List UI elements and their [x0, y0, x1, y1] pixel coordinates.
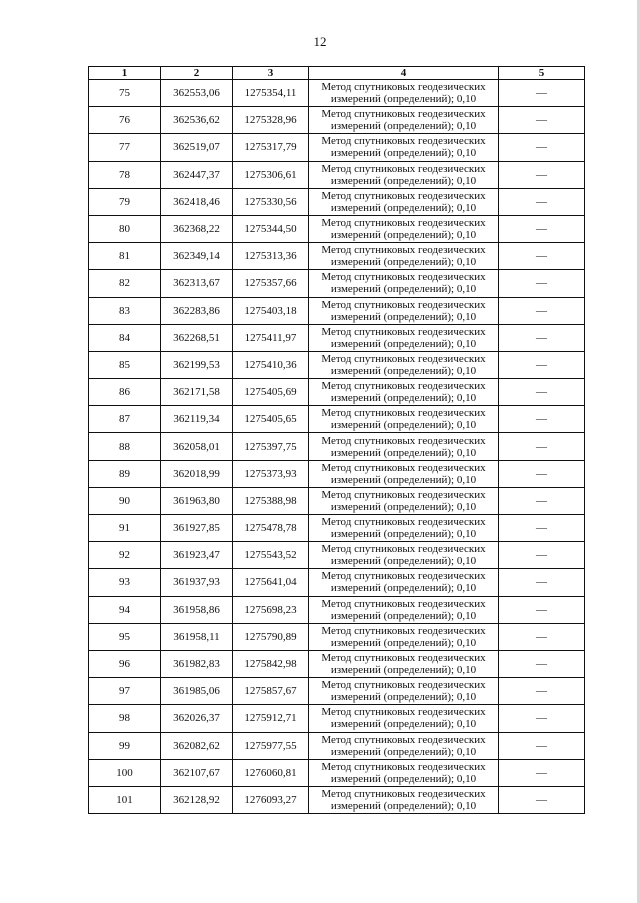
description-cell: —: [499, 460, 585, 487]
point-number-cell: 85: [89, 351, 161, 378]
method-line-2: измерений (определений); 0,10: [330, 555, 477, 568]
method-line-2: измерений (определений); 0,10: [330, 229, 477, 242]
method-line-2: измерений (определений); 0,10: [330, 201, 477, 214]
point-number-cell: 97: [89, 678, 161, 705]
description-cell: —: [499, 134, 585, 161]
method-line-1: Метод спутниковых геодезических: [321, 516, 486, 529]
method-cell: [309, 433, 499, 460]
method-line-1: Метод спутниковых геодезических: [321, 624, 486, 637]
description-cell: —: [499, 542, 585, 569]
method-cell: [309, 678, 499, 705]
method-line-1: Метод спутниковых геодезических: [321, 787, 486, 800]
x-coordinate-cell: 361985,06: [161, 678, 233, 705]
method-line-2: измерений (определений); 0,10: [330, 283, 477, 296]
y-coordinate-cell: 1275790,89: [233, 623, 309, 650]
y-coordinate-cell: 1275403,18: [233, 297, 309, 324]
table-row: [89, 569, 585, 596]
description-cell: —: [499, 596, 585, 623]
y-coordinate-cell: 1275857,67: [233, 678, 309, 705]
table-row: [89, 351, 585, 378]
table-row: [89, 406, 585, 433]
y-coordinate-cell: 1276093,27: [233, 786, 309, 813]
table-row: [89, 107, 585, 134]
description-cell: —: [499, 705, 585, 732]
y-coordinate-cell: 1275698,23: [233, 596, 309, 623]
method-line-1: Метод спутниковых геодезических: [321, 135, 486, 148]
method-line-2: измерений (определений); 0,10: [330, 147, 477, 160]
x-coordinate-cell: 362058,01: [161, 433, 233, 460]
description-cell: —: [499, 650, 585, 677]
method-line-2: измерений (определений); 0,10: [330, 446, 477, 459]
method-line-1: Метод спутниковых геодезических: [321, 352, 486, 365]
y-coordinate-cell: 1275397,75: [233, 433, 309, 460]
x-coordinate-cell: 362026,37: [161, 705, 233, 732]
method-line-1: Метод спутниковых геодезических: [321, 380, 486, 393]
method-line-2: измерений (определений); 0,10: [330, 772, 477, 785]
description-cell: —: [499, 161, 585, 188]
table-row: [89, 324, 585, 351]
x-coordinate-cell: 361982,83: [161, 650, 233, 677]
y-coordinate-cell: 1276060,81: [233, 759, 309, 786]
method-line-2: измерений (определений); 0,10: [330, 256, 477, 269]
column-header: 5: [499, 67, 585, 80]
method-line-2: измерений (определений); 0,10: [330, 337, 477, 350]
table-row: [89, 243, 585, 270]
y-coordinate-cell: 1275344,50: [233, 215, 309, 242]
table-row: [89, 433, 585, 460]
table-row: [89, 134, 585, 161]
method-line-2: измерений (определений); 0,10: [330, 718, 477, 731]
table-row: [89, 487, 585, 514]
method-line-1: Метод спутниковых геодезических: [321, 298, 486, 311]
table-row: [89, 786, 585, 813]
x-coordinate-cell: 362553,06: [161, 80, 233, 107]
method-cell: [309, 786, 499, 813]
y-coordinate-cell: 1275405,69: [233, 379, 309, 406]
method-line-1: Метод спутниковых геодезических: [321, 461, 486, 474]
description-cell: —: [499, 351, 585, 378]
x-coordinate-cell: 361937,93: [161, 569, 233, 596]
method-line-2: измерений (определений); 0,10: [330, 120, 477, 133]
method-line-1: Метод спутниковых геодезических: [321, 81, 486, 94]
x-coordinate-cell: 362519,07: [161, 134, 233, 161]
point-number-cell: 93: [89, 569, 161, 596]
point-number-cell: 99: [89, 732, 161, 759]
table-row: [89, 678, 585, 705]
description-cell: —: [499, 732, 585, 759]
x-coordinate-cell: 362018,99: [161, 460, 233, 487]
y-coordinate-cell: 1275328,96: [233, 107, 309, 134]
method-line-2: измерений (определений); 0,10: [330, 799, 477, 812]
coordinates-table: [88, 66, 585, 814]
method-line-2: измерений (определений); 0,10: [330, 392, 477, 405]
x-coordinate-cell: 362313,67: [161, 270, 233, 297]
method-cell: [309, 487, 499, 514]
method-cell: [309, 460, 499, 487]
method-cell: [309, 542, 499, 569]
x-coordinate-cell: 361923,47: [161, 542, 233, 569]
point-number-cell: 77: [89, 134, 161, 161]
method-line-2: измерений (определений); 0,10: [330, 691, 477, 704]
point-number-cell: 98: [89, 705, 161, 732]
y-coordinate-cell: 1275388,98: [233, 487, 309, 514]
point-number-cell: 82: [89, 270, 161, 297]
method-cell: [309, 379, 499, 406]
column-header: 2: [161, 67, 233, 80]
method-line-2: измерений (определений); 0,10: [330, 174, 477, 187]
method-line-2: измерений (определений); 0,10: [330, 664, 477, 677]
method-cell: [309, 351, 499, 378]
table-row: [89, 650, 585, 677]
x-coordinate-cell: 361958,86: [161, 596, 233, 623]
y-coordinate-cell: 1275411,97: [233, 324, 309, 351]
method-cell: [309, 297, 499, 324]
point-number-cell: 80: [89, 215, 161, 242]
x-coordinate-cell: 362107,67: [161, 759, 233, 786]
y-coordinate-cell: 1275842,98: [233, 650, 309, 677]
x-coordinate-cell: 362418,46: [161, 188, 233, 215]
method-line-1: Метод спутниковых геодезических: [321, 325, 486, 338]
method-line-1: Метод спутниковых геодезических: [321, 407, 486, 420]
point-number-cell: 89: [89, 460, 161, 487]
x-coordinate-cell: 362128,92: [161, 786, 233, 813]
method-line-1: Метод спутниковых геодезических: [321, 652, 486, 665]
table-row: [89, 270, 585, 297]
table-header-row: [89, 67, 585, 80]
description-cell: —: [499, 786, 585, 813]
y-coordinate-cell: 1275313,36: [233, 243, 309, 270]
method-cell: [309, 188, 499, 215]
description-cell: —: [499, 487, 585, 514]
table-row: [89, 161, 585, 188]
column-header: 3: [233, 67, 309, 80]
description-cell: —: [499, 433, 585, 460]
description-cell: —: [499, 623, 585, 650]
x-coordinate-cell: 362368,22: [161, 215, 233, 242]
method-line-2: измерений (определений); 0,10: [330, 93, 477, 106]
method-cell: [309, 650, 499, 677]
point-number-cell: 76: [89, 107, 161, 134]
x-coordinate-cell: 361958,11: [161, 623, 233, 650]
y-coordinate-cell: 1275354,11: [233, 80, 309, 107]
point-number-cell: 95: [89, 623, 161, 650]
table-row: [89, 460, 585, 487]
point-number-cell: 94: [89, 596, 161, 623]
description-cell: —: [499, 243, 585, 270]
table-row: [89, 596, 585, 623]
table-row: [89, 542, 585, 569]
method-line-1: Метод спутниковых геодезических: [321, 217, 486, 230]
method-line-1: Метод спутниковых геодезических: [321, 706, 486, 719]
table-row: [89, 732, 585, 759]
y-coordinate-cell: 1275330,56: [233, 188, 309, 215]
table-row: [89, 80, 585, 107]
y-coordinate-cell: 1275410,36: [233, 351, 309, 378]
x-coordinate-cell: 361927,85: [161, 515, 233, 542]
method-line-1: Метод спутниковых геодезических: [321, 543, 486, 556]
description-cell: —: [499, 379, 585, 406]
table-row: [89, 705, 585, 732]
point-number-cell: 81: [89, 243, 161, 270]
description-cell: —: [499, 324, 585, 351]
description-cell: —: [499, 569, 585, 596]
point-number-cell: 91: [89, 515, 161, 542]
y-coordinate-cell: 1275912,71: [233, 705, 309, 732]
method-cell: [309, 270, 499, 297]
table-row: [89, 379, 585, 406]
method-cell: [309, 80, 499, 107]
y-coordinate-cell: 1275977,55: [233, 732, 309, 759]
description-cell: —: [499, 107, 585, 134]
method-line-1: Метод спутниковых геодезических: [321, 597, 486, 610]
method-cell: [309, 243, 499, 270]
method-line-1: Метод спутниковых геодезических: [321, 189, 486, 202]
y-coordinate-cell: 1275405,65: [233, 406, 309, 433]
x-coordinate-cell: 362268,51: [161, 324, 233, 351]
table-row: [89, 188, 585, 215]
description-cell: —: [499, 215, 585, 242]
method-line-1: Метод спутниковых геодезических: [321, 108, 486, 121]
description-cell: —: [499, 297, 585, 324]
description-cell: —: [499, 759, 585, 786]
method-cell: [309, 406, 499, 433]
table-row: [89, 623, 585, 650]
table-row: [89, 215, 585, 242]
method-cell: [309, 215, 499, 242]
description-cell: —: [499, 270, 585, 297]
method-line-2: измерений (определений); 0,10: [330, 500, 477, 513]
method-cell: [309, 107, 499, 134]
method-line-2: измерений (определений); 0,10: [330, 528, 477, 541]
method-cell: [309, 732, 499, 759]
point-number-cell: 88: [89, 433, 161, 460]
table-row: [89, 515, 585, 542]
description-cell: —: [499, 188, 585, 215]
method-line-2: измерений (определений); 0,10: [330, 364, 477, 377]
method-line-1: Метод спутниковых геодезических: [321, 271, 486, 284]
description-cell: —: [499, 515, 585, 542]
method-line-1: Метод спутниковых геодезических: [321, 162, 486, 175]
method-cell: [309, 705, 499, 732]
method-line-2: измерений (определений); 0,10: [330, 419, 477, 432]
column-header: 1: [89, 67, 161, 80]
method-cell: [309, 596, 499, 623]
x-coordinate-cell: 362082,62: [161, 732, 233, 759]
point-number-cell: 92: [89, 542, 161, 569]
method-line-1: Метод спутниковых геодезических: [321, 244, 486, 257]
method-line-2: измерений (определений); 0,10: [330, 745, 477, 758]
method-cell: [309, 569, 499, 596]
x-coordinate-cell: 362199,53: [161, 351, 233, 378]
x-coordinate-cell: 362349,14: [161, 243, 233, 270]
point-number-cell: 84: [89, 324, 161, 351]
method-line-2: измерений (определений); 0,10: [330, 473, 477, 486]
point-number-cell: 101: [89, 786, 161, 813]
y-coordinate-cell: 1275478,78: [233, 515, 309, 542]
description-cell: —: [499, 406, 585, 433]
y-coordinate-cell: 1275641,04: [233, 569, 309, 596]
x-coordinate-cell: 362536,62: [161, 107, 233, 134]
method-cell: [309, 161, 499, 188]
x-coordinate-cell: 362171,58: [161, 379, 233, 406]
method-line-1: Метод спутниковых геодезических: [321, 488, 486, 501]
method-line-1: Метод спутниковых геодезических: [321, 434, 486, 447]
description-cell: —: [499, 678, 585, 705]
method-line-2: измерений (определений); 0,10: [330, 636, 477, 649]
y-coordinate-cell: 1275543,52: [233, 542, 309, 569]
method-cell: [309, 134, 499, 161]
method-line-2: измерений (определений); 0,10: [330, 609, 477, 622]
y-coordinate-cell: 1275373,93: [233, 460, 309, 487]
point-number-cell: 86: [89, 379, 161, 406]
method-cell: [309, 759, 499, 786]
y-coordinate-cell: 1275306,61: [233, 161, 309, 188]
method-line-1: Метод спутниковых геодезических: [321, 679, 486, 692]
method-cell: [309, 324, 499, 351]
table-row: [89, 759, 585, 786]
point-number-cell: 79: [89, 188, 161, 215]
x-coordinate-cell: 362283,86: [161, 297, 233, 324]
table-body: [89, 80, 585, 814]
column-header: 4: [309, 67, 499, 80]
x-coordinate-cell: 362119,34: [161, 406, 233, 433]
point-number-cell: 83: [89, 297, 161, 324]
page-number: 12: [313, 34, 327, 49]
point-number-cell: 100: [89, 759, 161, 786]
method-line-2: измерений (определений); 0,10: [330, 582, 477, 595]
point-number-cell: 87: [89, 406, 161, 433]
method-line-1: Метод спутниковых геодезических: [321, 760, 486, 773]
method-line-2: измерений (определений); 0,10: [330, 310, 477, 323]
method-cell: [309, 623, 499, 650]
point-number-cell: 75: [89, 80, 161, 107]
method-line-1: Метод спутниковых геодезических: [321, 733, 486, 746]
description-cell: —: [499, 80, 585, 107]
point-number-cell: 78: [89, 161, 161, 188]
y-coordinate-cell: 1275357,66: [233, 270, 309, 297]
x-coordinate-cell: 361963,80: [161, 487, 233, 514]
y-coordinate-cell: 1275317,79: [233, 134, 309, 161]
method-cell: [309, 515, 499, 542]
x-coordinate-cell: 362447,37: [161, 161, 233, 188]
point-number-cell: 96: [89, 650, 161, 677]
method-line-1: Метод спутниковых геодезических: [321, 570, 486, 583]
point-number-cell: 90: [89, 487, 161, 514]
table-row: [89, 297, 585, 324]
